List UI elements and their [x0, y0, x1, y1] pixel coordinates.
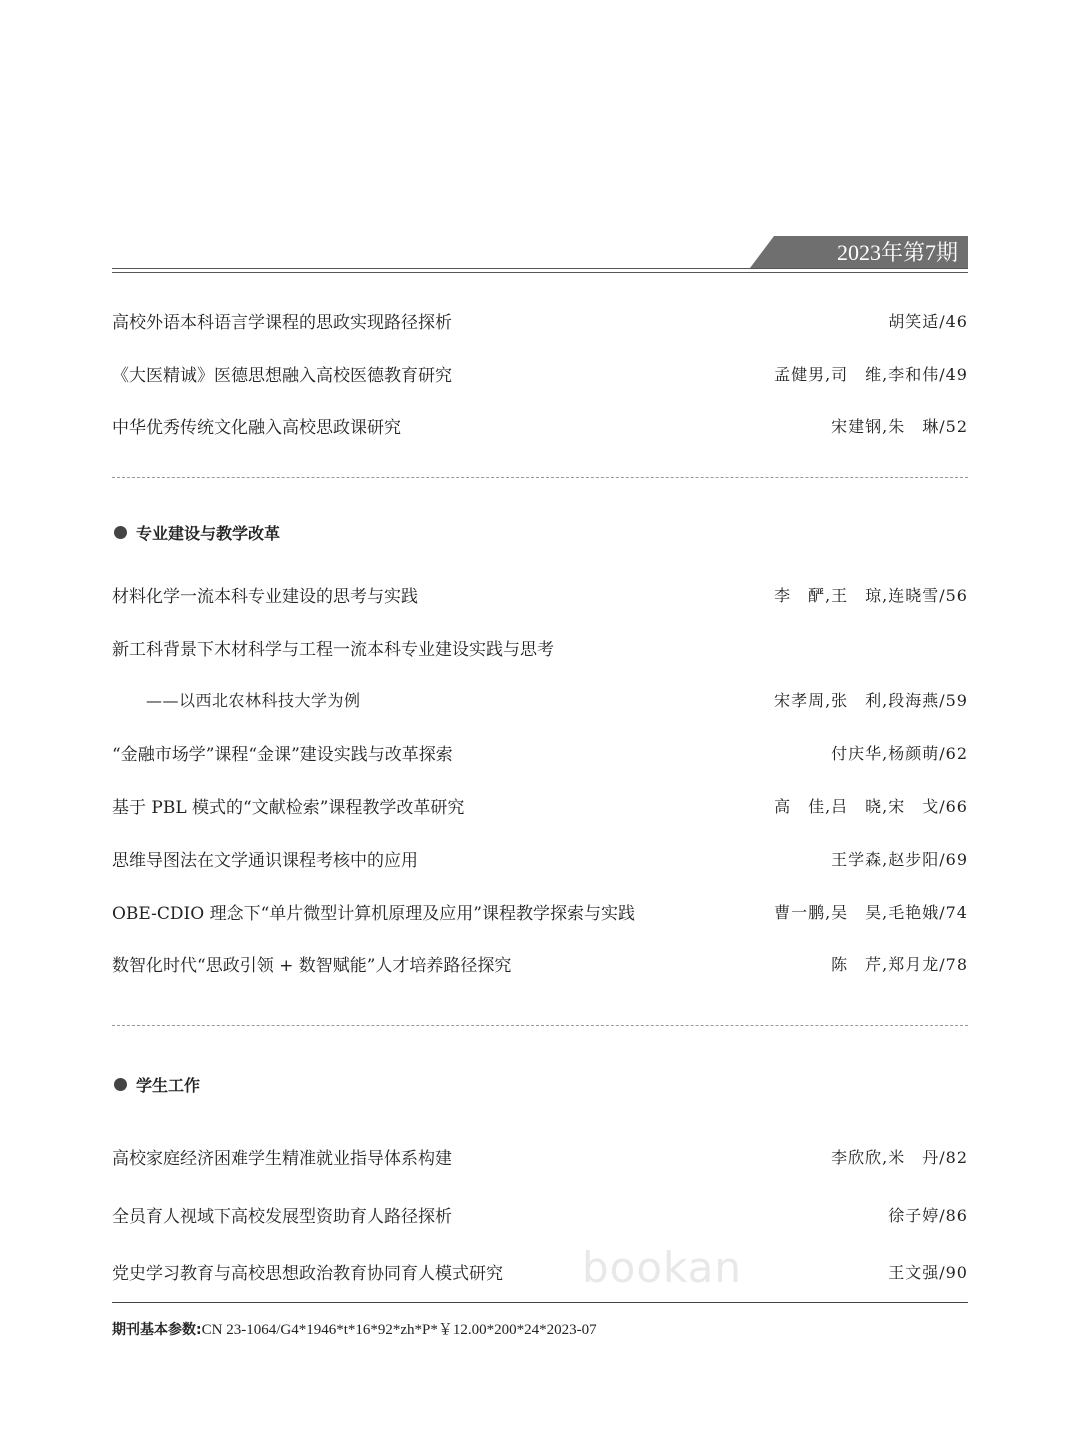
toc-entry[interactable]	[112, 358, 968, 388]
toc-entry[interactable]	[112, 1141, 968, 1171]
section-title: 专业建设与教学改革	[136, 523, 281, 543]
section-divider	[112, 1025, 968, 1026]
issue-label: 2023年第7期	[836, 240, 958, 265]
toc-entry[interactable]	[112, 1199, 968, 1229]
article-author-page: 曹一鹏,吴 昊,毛艳娥/74	[774, 902, 968, 922]
article-title: 新工科背景下木材科学与工程一流本科专业建设实践与思考	[112, 639, 554, 660]
toc-entry[interactable]	[112, 632, 968, 662]
article-title: 党史学习教育与高校思想政治教育协同育人模式研究	[112, 1263, 503, 1284]
footer-rule	[112, 1302, 968, 1303]
toc-entry[interactable]	[112, 305, 968, 335]
toc-entry[interactable]	[112, 1256, 968, 1286]
toc-entry[interactable]	[112, 948, 968, 978]
article-author-page: 宋孝周,张 利,段海燕/59	[774, 690, 968, 710]
bullet-icon	[114, 526, 127, 539]
toc-entry[interactable]	[112, 896, 968, 926]
bullet-icon	[114, 1078, 127, 1091]
article-title: 材料化学一流本科专业建设的思考与实践	[112, 586, 418, 607]
article-title: OBE-CDIO 理念下“单片微型计算机原理及应用”课程教学探索与实践	[112, 903, 635, 924]
article-title: 中华优秀传统文化融入高校思政课研究	[112, 417, 401, 438]
article-title: 高校外语本科语言学课程的思政实现路径探析	[112, 312, 452, 333]
article-author-page: 胡笑适/46	[888, 311, 968, 331]
article-author-page: 陈 芹,郑月龙/78	[831, 954, 968, 974]
article-title: 基于 PBL 模式的“文献检索”课程教学改革研究	[112, 797, 465, 818]
article-title: 数智化时代“思政引领 + 数智赋能”人才培养路径探究	[112, 955, 512, 976]
article-author-page: 王文强/90	[888, 1262, 968, 1282]
article-subtitle: ——以西北农林科技大学为例	[146, 690, 361, 710]
header-rule-thin	[112, 272, 968, 273]
toc-entry-subtitle[interactable]	[112, 684, 968, 714]
section-title: 学生工作	[136, 1075, 201, 1095]
section-heading	[114, 1071, 200, 1097]
section-divider	[112, 477, 968, 478]
article-title: 思维导图法在文学通识课程考核中的应用	[112, 850, 418, 871]
article-author-page: 宋建钢,朱 琳/52	[831, 416, 968, 436]
article-author-page: 李 酽,王 琼,连晓雪/56	[774, 585, 968, 605]
article-title: 高校家庭经济困难学生精准就业指导体系构建	[112, 1148, 452, 1169]
article-author-page: 徐子婷/86	[888, 1205, 968, 1225]
article-author-page: 孟健男,司 维,李和伟/49	[774, 364, 968, 384]
article-author-page: 高 佳,吕 晓,宋 戈/66	[774, 796, 968, 816]
parameters-label: 期刊基本参数:	[112, 1322, 202, 1338]
toc-entry[interactable]	[112, 790, 968, 820]
parameters-value: CN 23-1064/G4*1946*t*16*92*zh*P*￥12.00*200*24*2023-07	[201, 1322, 597, 1338]
toc-entry[interactable]	[112, 579, 968, 609]
article-author-page: 李欣欣,米 丹/82	[831, 1147, 968, 1167]
article-title: “金融市场学”课程“金课”建设实践与改革探索	[112, 744, 453, 765]
toc-entry[interactable]	[112, 737, 968, 767]
article-title: 全员育人视域下高校发展型资助育人路径探析	[112, 1206, 452, 1227]
watermark-logo: bookan	[582, 1243, 742, 1292]
article-title: 《大医精诚》医德思想融入高校医德教育研究	[112, 365, 452, 386]
header-rule	[112, 268, 968, 269]
article-author-page: 王学森,赵步阳/69	[831, 849, 968, 869]
section-heading	[114, 519, 280, 545]
toc-entry[interactable]	[112, 843, 968, 873]
article-author-page: 付庆华,杨颜萌/62	[831, 743, 968, 763]
toc-entry[interactable]	[112, 410, 968, 440]
journal-parameters	[112, 1318, 597, 1339]
